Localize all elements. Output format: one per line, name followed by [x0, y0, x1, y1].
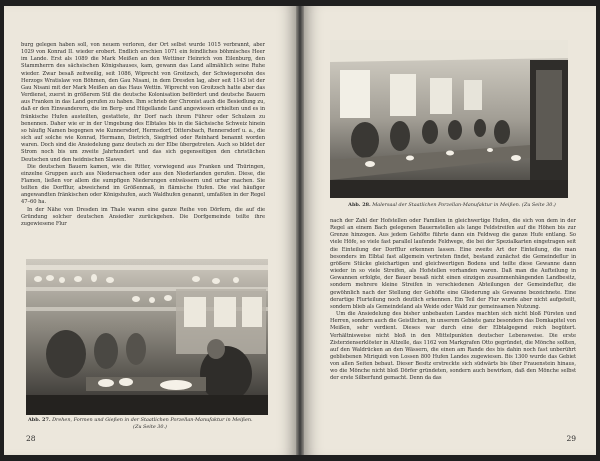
left-caption-ref: (Zu Seite 30.) [133, 423, 167, 430]
left-paragraph-2: Die deutschen Bauern kamen, wie die Ritter, vorwiegend aus Franken und Thüringen, einzelne Gruppen auch aus Niedersachsen oder aus den Niederlanden gerufen. Diese, die Flamen, ließen vor allem die sumpfigen Niederungen entwässern und urbar machen. Sie teilten die Dorfflur, abweichend im Größenmaß, in flämische Hufen. Die viel häufiger angewandten fränkischen oder Königshufen, auch Waldhufen genannt, umfaßten in der Regel 47–60 ha. [21, 163, 265, 206]
left-caption-label: Abb. 27. [28, 417, 51, 423]
right-body-text [330, 218, 576, 424]
painting-hall-image [330, 40, 568, 198]
right-paragraph-1: nach der Zahl der Hofstellen oder Familien in gleichwertige Hufen, die sich von dem in der Regel an einem Bach gelegenen Bauernstellen als lange Feldstreifen auf die Höhen bis zur Grenze hinzogen. Aus jedem Gehöfte führte dann ein Feldweg die ganze Hufe entlang. So viele Höfe, so viele fast parallel laufende Feldwege, die bei der Spezialkarten eingetragen seit die Einteilung der Dorfflur erkennen lassen. Eine zweite Art der Einteilung, die man besonders im Elbtal fast allgemein vertreten findet, bestand zunächst die Gemeindeflur in größere Stücke gleichartigen und gleichwertigen Bodens und teilte diese Gewanne dann wieder in so viele Streifen, als Hofstellen vorhanden waren. Daß man die Aufteilung in Gewannen erfolgte, der Bauer besaß nicht einen einzigen zusammenhängenden Landbesitz, sondern mehrere kleine Streifen in verschiedenen Abteilungen der Gemeindeflur, die gewöhnlich nach der Stellung der Gehöfte eine Gliederung als Gewanne bezeichnete. Eine derartige Flurteilung noch deutlich erkennen. Ein Teil der Flur wurde aber nicht aufgeteilt, sondern blieb als Gemeindeland als Weide oder Wald zur gemeinsamen Nutzung. [330, 218, 576, 310]
left-caption-text: Drehen, Formen und Gießen in der Staatlichen Porzellan-Manufaktur in Meißen. [52, 417, 253, 423]
right-page-number: 29 [566, 434, 576, 443]
right-caption-label: Abb. 28. [348, 202, 371, 208]
right-caption-ref: (Zu Seite 30.) [521, 202, 556, 208]
left-paragraph-3: In der Nähe von Dresden im Thale waren eine ganze Reihe von Dörfern, die auf die Gründung solcher deutschen Ansiedler zurückgehen. Die Dorfgemeinde teilte ihre zugewiesene Flur [21, 206, 265, 227]
book-gutter [296, 6, 304, 455]
right-caption-text: Malersaal der Staatlichen Porzellan-Manufaktur in Meißen. [372, 202, 521, 208]
right-paragraph-2: Um die Ansiedelung des bisher unbebauten Landes machten sich nicht bloß Fürsten und Herren, sondern auch die Geistlichen, in unserem Gebiete ganz besonders das Domkapitel von Meißen, sehr verdient. Dieses war durch eine der Elbtalgegend reich begütert. Verhältnisweise nicht bloß in den Mittelpunkten deutscher Lebensweise. Die erste Zisterzienserklöster in Altzelle, das 1162 von Markgrafen Otto gegründet, die Mönche sollten, auf den Waldrücken an den Wässern, die einen am Rande des bis dahin noch fast unberührt gebliebenen Miriquidi von Lossen 800 Hufen Landes zugewiesen. Bis 1300 wurde das Gebiet von allen Seiten bebaut. Dieser Besitz erstreckte sich südwärts bis über Frauenstein hinaus, wo die Mönche nicht bloß Dörfer gründeten, sondern auch bewirken, daß den Mönche selbst der erste Silberfund gemacht. Denn da das [330, 311, 576, 382]
porcelain-workshop-photo [26, 259, 268, 415]
porcelain-workshop-image [26, 259, 268, 415]
left-paragraph-1: burg gelegen haben soll, von neuem verloren, der Ort selbst wurde 1015 verbrannt, aber 1029 von Konrad II. wieder erobert. Endlich erschien 1071 ein feindliches böhmisches Heer im Lande. Erst als 1089 die Mark Meißen an den Wettiner Heinrich von Eilenburg, den Stammherrn des sächsischen Königshauses, kam, gewann das Land allmählich seine Ruhe wieder. Zwar besaß zeitweilig, seit 1086, Wiprecht von Groitzsch, der Schwiegersohn des Herzogs Wratislaw von Böhmen, den Gau Nisani, in dem Dresden lag, aber seit 1143 ist der Gau Nisani mit der Mark Meißen an das Haus Wettin. Wiprecht von Groitzsch hatte aber das Verdienst, zuerst in größerem Stil die deutsche Kolonisation befördert und deutsche Bauern aus Franken in das Land gerufen zu haben. Ihm schrieb der Chronist auch die Besiedlung zu, daß er den Einwanderern, die im Berg- und Hügellande Land angewiesen erhielten und es in fränkische Hufen austeilten, gestattete, ihr Dorf nach ihrem Führer oder Schulzen zu benennen. Daher wie er in der Umgebung des Elbtales bis in die Sächsische Schweiz hinein so häufig Namen begegnen wie Kunnersdorf, Hermsdorf, Dittersbach, Rennersdorf u. a., die sich auf solche wie Konrad, Hermann, Dietrich, Siegfried oder Reinhard benannt worden waren. Doch sind die Ansiedelung ganz deutsch zu der Elbe übergetreten. Auch so bildet der Strom noch bis um zweite Jahrhundert und das sich gegenseitigen den christlichen Deutschen und den heidnischen Slawen. [21, 42, 265, 163]
left-page [4, 6, 296, 455]
left-photo-caption [28, 417, 272, 430]
left-top-text [21, 42, 265, 256]
painting-hall-photo [330, 40, 568, 198]
right-page [304, 6, 596, 455]
right-photo-caption [332, 202, 572, 209]
left-page-number: 28 [26, 434, 36, 443]
